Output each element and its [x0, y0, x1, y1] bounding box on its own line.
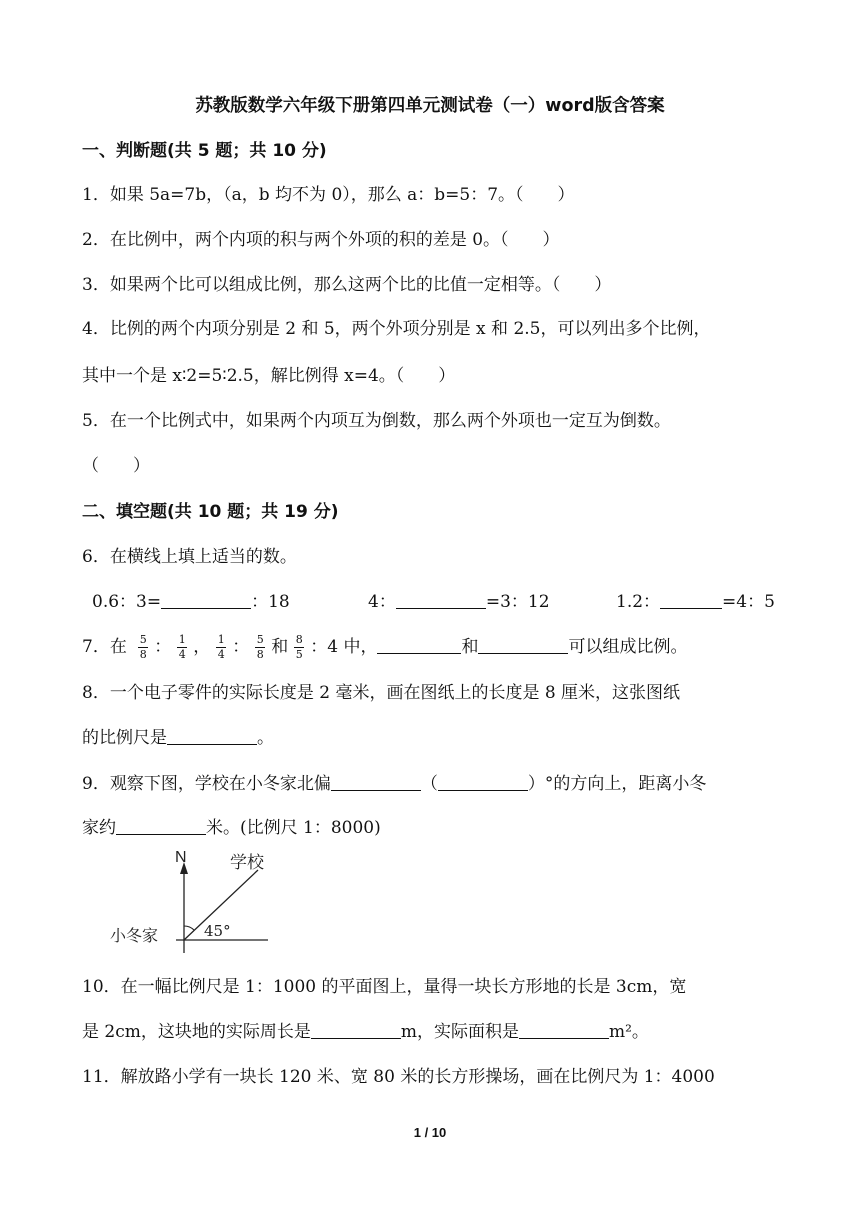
q6-part3-right: =4：5 [722, 592, 775, 612]
home-label: 小冬家 [110, 926, 159, 945]
answer-blank[interactable] [311, 1020, 401, 1039]
question-6-part-1 [92, 589, 290, 615]
denominator: 5 [295, 648, 303, 661]
numerator: 1 [217, 633, 225, 646]
question-4-line-1: 4．比例的两个内项分别是 2 和 5，两个外项分别是 x 和 2.5，可以列出多个比例， [82, 319, 711, 339]
question-10-line-2 [82, 1019, 649, 1045]
answer-blank[interactable] [660, 590, 722, 609]
ratio-colon: ： [154, 637, 172, 657]
fraction [294, 634, 304, 661]
q8-suffix: 。 [257, 728, 274, 748]
denominator: 8 [256, 648, 264, 661]
q9b-suffix: 米。(比例尺 1：8000) [206, 818, 381, 838]
answer-blank[interactable] [478, 635, 568, 654]
question-9-line-1 [82, 771, 706, 797]
q6-part2-left: 4： [368, 592, 396, 612]
q7-and: 和 [461, 637, 479, 657]
q10-prefix: 是 2cm，这块地的实际周长是 [82, 1022, 311, 1042]
question-9-line-2 [82, 815, 381, 841]
question-8-line-2 [82, 725, 274, 751]
answer-blank[interactable] [331, 772, 421, 791]
north-label: N [175, 849, 187, 866]
q6-part2-right: =3：12 [485, 592, 550, 612]
question-4-line-2: 其中一个是 x∶2=5∶2.5，解比例得 x=4。（ ） [82, 366, 456, 386]
q9-paren-open: （ [420, 774, 438, 794]
answer-blank[interactable] [161, 590, 251, 609]
question-1: 1．如果 5a=7b，（a，b 均不为 0），那么 a：b=5：7。（ ） [82, 185, 575, 205]
question-6-part-3 [616, 589, 775, 615]
question-5-line-2: （ ） [82, 456, 150, 476]
q10-suffix: m²。 [609, 1022, 649, 1042]
angle-arc [184, 926, 194, 930]
q9-prefix: 9．观察下图，学校在小冬家北偏 [82, 774, 331, 794]
numerator: 5 [256, 633, 264, 646]
answer-blank[interactable] [396, 590, 486, 609]
answer-blank[interactable] [377, 635, 461, 654]
separator: ， [193, 637, 211, 657]
angle-label: 45° [204, 922, 231, 940]
numerator: 8 [295, 633, 303, 646]
q9-suffix: ）°的方向上，距离小冬 [527, 774, 707, 794]
q7-prefix: 7．在 [82, 637, 127, 657]
question-11: 11．解放路小学有一块长 120 米、宽 80 米的长方形操场，画在比例尺为 1：4000 [82, 1067, 715, 1087]
denominator: 4 [217, 648, 225, 661]
question-10-line-1: 10．在一幅比例尺是 1：1000 的平面图上，量得一块长方形地的长是 3cm，宽 [82, 977, 687, 997]
numerator: 1 [178, 633, 186, 646]
page-number: 1 / 10 [413, 1125, 447, 1140]
q7-suffix: 可以组成比例。 [568, 637, 688, 657]
numerator: 5 [139, 633, 147, 646]
fraction [138, 634, 148, 661]
question-5-line-1: 5．在一个比例式中，如果两个内项互为倒数，那么两个外项也一定互为倒数。 [82, 411, 671, 431]
question-3: 3．如果两个比可以组成比例，那么这两个比的比值一定相等。（ ） [82, 275, 612, 295]
fraction [255, 634, 265, 661]
q6-part1-left: 0.6：3= [92, 592, 162, 612]
ratio-colon: ： [232, 637, 250, 657]
direction-diagram [108, 848, 288, 958]
answer-blank[interactable] [519, 1020, 609, 1039]
q6-part1-right: ：18 [251, 592, 290, 612]
question-6: 6．在横线上填上适当的数。 [82, 547, 297, 567]
fraction [177, 634, 187, 661]
answer-blank[interactable] [116, 816, 206, 835]
q6-part3-left: 1.2： [616, 592, 661, 612]
section-heading-fill-in: 二、填空题(共 10 题；共 19 分) [82, 502, 339, 522]
document-title: 苏教版数学六年级下册第四单元测试卷（一）word版含答案 [195, 96, 665, 116]
q7-mid: ：4 中， [310, 637, 378, 657]
denominator: 8 [139, 648, 147, 661]
q7-and-word: 和 [271, 637, 289, 657]
q8-prefix: 的比例尺是 [82, 728, 167, 748]
answer-blank[interactable] [167, 726, 257, 745]
q9b-prefix: 家约 [82, 818, 116, 838]
question-6-part-2 [368, 589, 550, 615]
school-label: 学校 [230, 853, 264, 873]
denominator: 4 [178, 648, 186, 661]
question-7 [82, 634, 687, 661]
answer-blank[interactable] [438, 772, 528, 791]
section-heading-judgment: 一、判断题(共 5 题；共 10 分) [82, 141, 327, 161]
question-2: 2．在比例中，两个内项的积与两个外项的积的差是 0。（ ） [82, 230, 560, 250]
question-8-line-1: 8．一个电子零件的实际长度是 2 毫米，画在图纸上的长度是 8 厘米，这张图纸 [82, 683, 681, 703]
q10-mid: m，实际面积是 [400, 1022, 519, 1042]
fraction [216, 634, 226, 661]
